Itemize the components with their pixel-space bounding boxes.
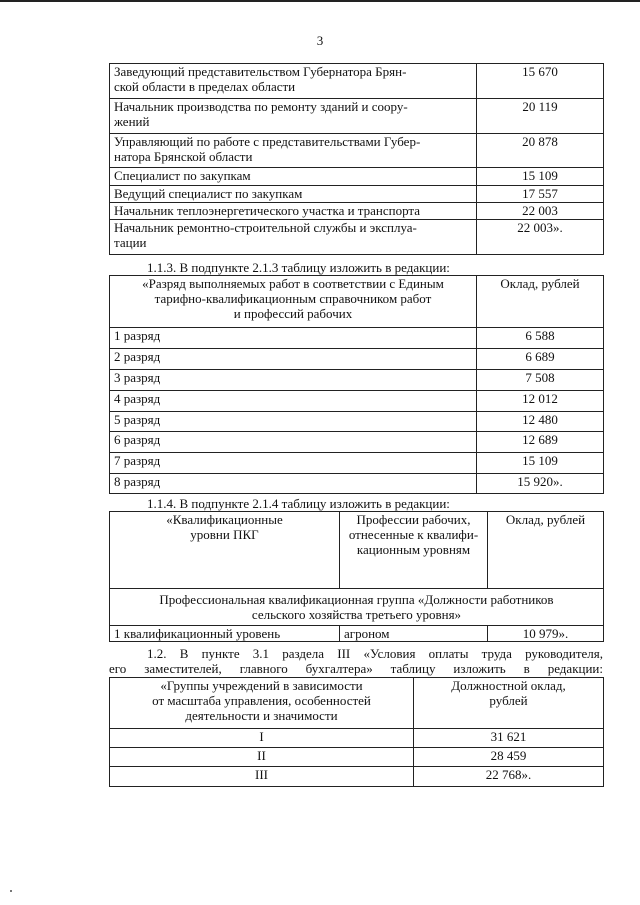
header-line: рублей — [489, 693, 528, 708]
salary-cell: 28 459 — [414, 748, 604, 767]
table-row — [110, 349, 604, 370]
group-header-cell — [110, 678, 414, 729]
salary-cell: 15 109 — [477, 168, 604, 186]
salary-cell: 12 480 — [477, 412, 604, 432]
position-line: жений — [114, 114, 150, 129]
salary-cell: 20 119 — [477, 99, 604, 134]
position-cell — [110, 168, 477, 186]
salary-cell: 22 768». — [414, 767, 604, 787]
table-row — [110, 748, 604, 767]
position-line: Начальник теплоэнергетического участка и транспорта — [114, 203, 421, 218]
group-row — [110, 589, 604, 626]
paragraph-1-2-line-1: 1.2. В пункте 3.1 раздела III «Условия оплаты труда руководителя, — [147, 646, 603, 661]
group-cell: III — [110, 767, 414, 787]
profession-cell: агроном — [340, 626, 488, 642]
grade-header-cell — [110, 276, 477, 328]
grade-cell: 3 разряд — [110, 370, 477, 391]
table-row — [110, 134, 604, 168]
position-cell — [110, 220, 477, 255]
institution-group-salary-table — [109, 677, 604, 787]
position-cell — [110, 99, 477, 134]
table-row — [110, 767, 604, 787]
salary-cell: 17 557 — [477, 186, 604, 203]
table-header-row — [110, 276, 604, 328]
table-row — [110, 370, 604, 391]
group-line: Профессиональная квалификационная группа «Должности работников — [159, 592, 554, 607]
position-cell — [110, 134, 477, 168]
table-row — [110, 729, 604, 748]
paragraph-1-2-line-2: его заместителей, главного бухгалтера» таблицу изложить в редакции: — [109, 661, 603, 676]
salary-cell: 6 588 — [477, 328, 604, 349]
group-title-cell — [110, 589, 604, 626]
level-cell: 1 квалификационный уровень — [110, 626, 340, 642]
table-row — [110, 186, 604, 203]
salary-cell: 6 689 — [477, 349, 604, 370]
salary-cell: 15 920». — [477, 474, 604, 494]
table-row — [110, 203, 604, 220]
group-cell: II — [110, 748, 414, 767]
paragraph-1-1-3: 1.1.3. В подпункте 2.1.3 таблицу изложить в редакции: — [147, 260, 450, 275]
pkg-level-header-cell — [110, 512, 340, 589]
group-line: сельского хозяйства третьего уровня» — [251, 607, 462, 622]
table-row — [110, 412, 604, 432]
salary-cell: 20 878 — [477, 134, 604, 168]
salary-cell: 12 689 — [477, 432, 604, 453]
position-cell — [110, 203, 477, 220]
salary-cell: 12 012 — [477, 391, 604, 412]
grade-cell: 1 разряд — [110, 328, 477, 349]
table-row — [110, 432, 604, 453]
grade-cell: 2 разряд — [110, 349, 477, 370]
position-line: Начальник производства по ремонту зданий и соору- — [114, 99, 408, 114]
salary-cell: 22 003 — [477, 203, 604, 220]
header-line: Профессии рабочих, — [356, 512, 471, 527]
grade-cell: 6 разряд — [110, 432, 477, 453]
header-line: кационным уровням — [356, 542, 471, 557]
position-line: Ведущий специалист по закупкам — [114, 186, 303, 201]
table-header-row — [110, 678, 604, 729]
header-line: «Группы учреждений в зависимости — [160, 678, 363, 693]
header-line: «Квалификационные — [166, 512, 283, 527]
table-row — [110, 99, 604, 134]
position-line: ской области в пределах области — [114, 79, 296, 94]
position-cell — [110, 64, 477, 99]
position-line: Заведующий представительством Губернатора Брян- — [114, 64, 407, 79]
salary-cell: 7 508 — [477, 370, 604, 391]
grade-cell: 7 разряд — [110, 453, 477, 474]
positions-salary-table — [109, 63, 604, 255]
grade-cell: 4 разряд — [110, 391, 477, 412]
header-line: отнесенные к квалифи- — [348, 527, 479, 542]
salary-cell: 15 109 — [477, 453, 604, 474]
salary-cell: 31 621 — [414, 729, 604, 748]
table-row — [110, 64, 604, 99]
position-line: тации — [114, 235, 147, 250]
table-row — [110, 453, 604, 474]
table-row — [110, 391, 604, 412]
salary-cell: 15 670 — [477, 64, 604, 99]
position-cell — [110, 186, 477, 203]
salary-header-cell — [414, 678, 604, 729]
table-row — [110, 626, 604, 642]
table-row — [110, 220, 604, 255]
header-line: Должностной оклад, — [451, 678, 566, 693]
grade-cell: 8 разряд — [110, 474, 477, 494]
scan-speck — [10, 890, 12, 892]
page-number: 3 — [316, 33, 324, 48]
scan-top-edge — [0, 0, 640, 2]
table-row — [110, 328, 604, 349]
position-line: Управляющий по работе с представительствами Губер- — [114, 134, 421, 149]
salary-cell: 10 979». — [488, 626, 604, 642]
pkg-salary-table — [109, 511, 604, 642]
position-line: натора Брянской области — [114, 149, 253, 164]
table-row — [110, 474, 604, 494]
paragraph-1-1-4: 1.1.4. В подпункте 2.1.4 таблицу изложить в редакции: — [147, 496, 450, 511]
group-cell: I — [110, 729, 414, 748]
table-header-row — [110, 512, 604, 589]
position-line: Начальник ремонтно-строительной службы и эксплуа- — [114, 220, 417, 235]
header-line: и профессий рабочих — [233, 306, 353, 321]
grade-salary-table — [109, 275, 604, 494]
grade-cell: 5 разряд — [110, 412, 477, 432]
header-line: «Разряд выполняемых работ в соответствии с Единым — [142, 276, 444, 291]
header-line: тарифно-квалификационным справочником работ — [154, 291, 432, 306]
header-line: от масштаба управления, особенностей — [152, 693, 371, 708]
salary-header-cell: Оклад, рублей — [477, 276, 604, 328]
table-row — [110, 168, 604, 186]
salary-cell: 22 003». — [477, 220, 604, 255]
header-line: уровни ПКГ — [190, 527, 259, 542]
header-line: деятельности и значимости — [185, 708, 338, 723]
position-line: Специалист по закупкам — [114, 168, 251, 183]
salary-header-cell: Оклад, рублей — [488, 512, 604, 589]
profession-header-cell — [340, 512, 488, 589]
